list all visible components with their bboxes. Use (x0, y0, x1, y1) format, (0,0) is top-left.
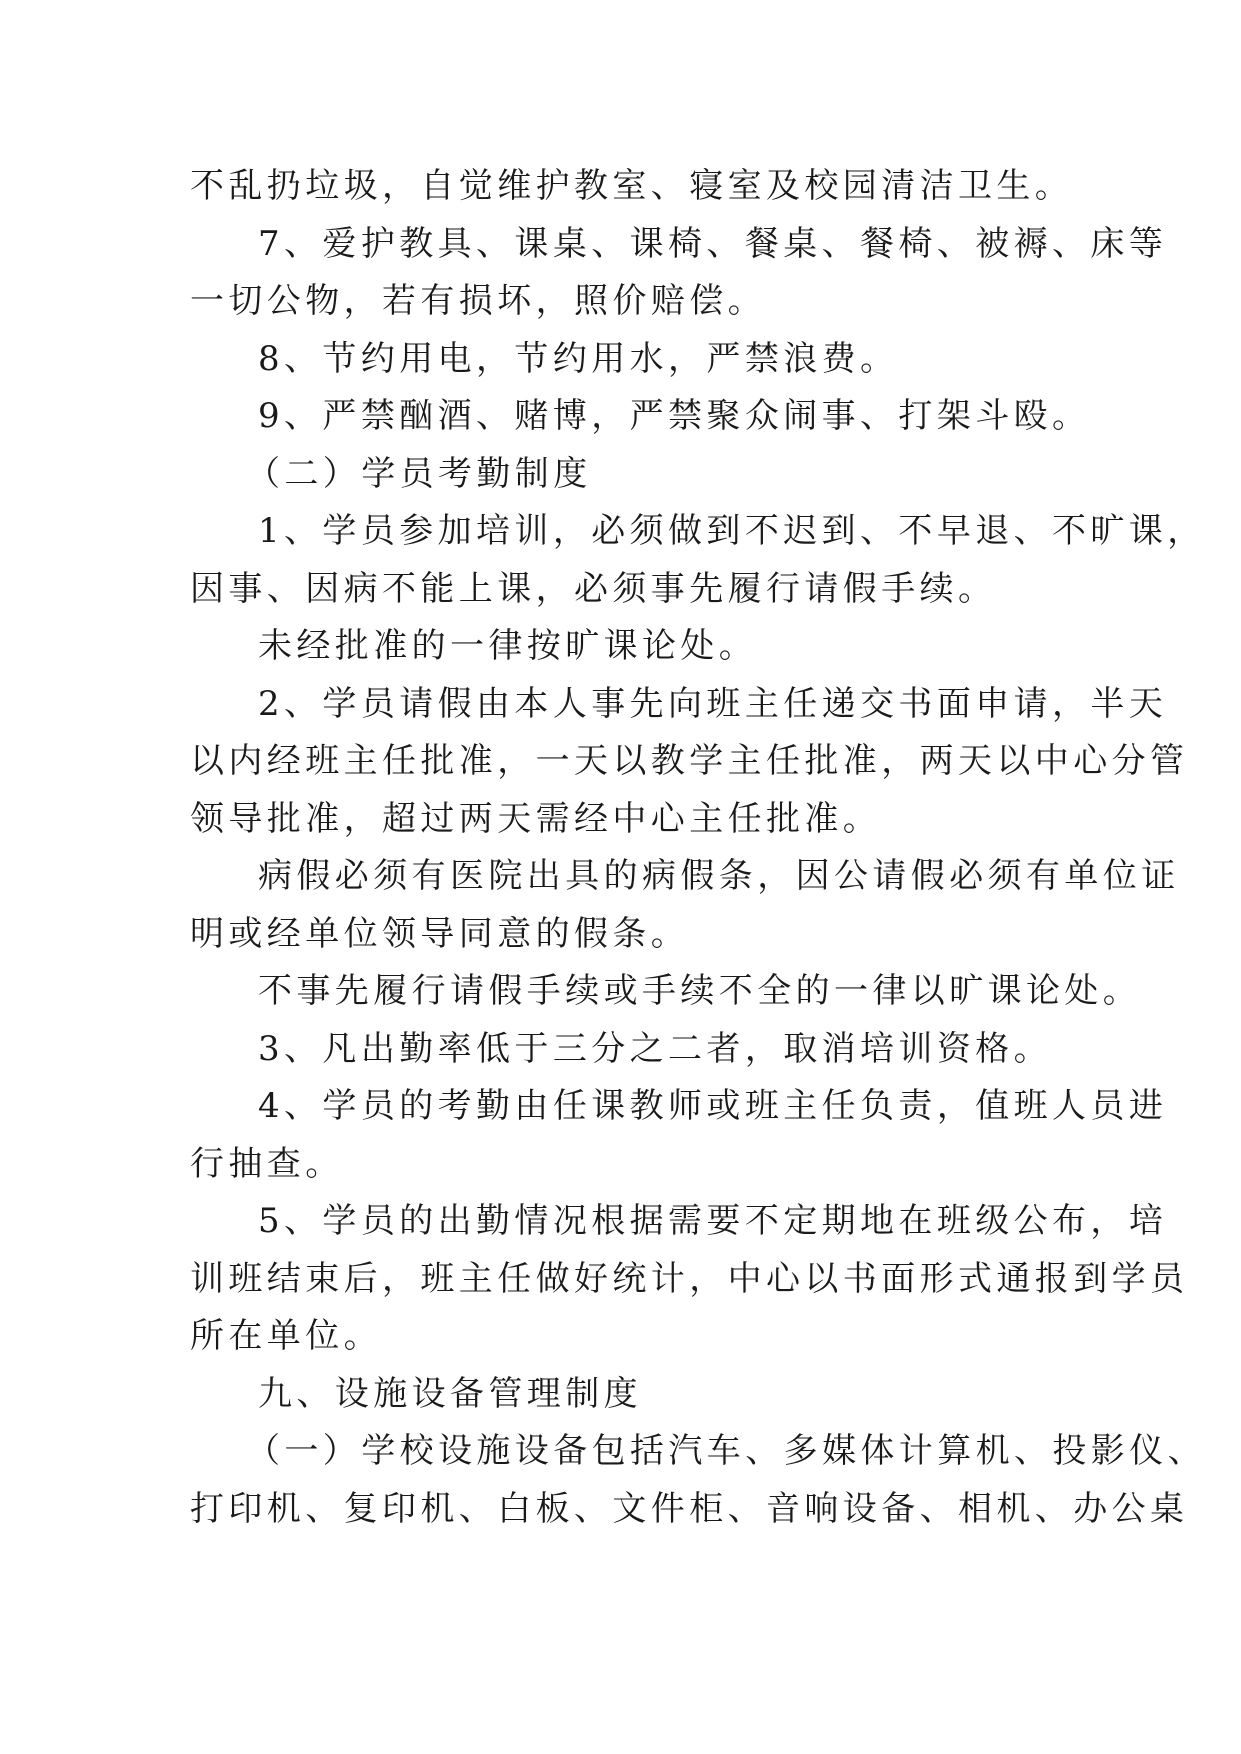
text-line: 领导批准，超过两天需经中心主任批准。 (190, 798, 882, 839)
text-line: 打印机、复印机、白板、文件柜、音响设备、相机、办公桌 (190, 1488, 1189, 1529)
paragraph-facilities-1 (190, 1423, 1206, 1538)
text-line: 九、设施设备管理制度 (258, 1373, 642, 1414)
paragraph-attendance-2 (190, 676, 1189, 849)
text-line: 不乱扔垃圾，自觉维护教室、寝室及校园清洁卫生。 (190, 166, 1074, 206)
text-line: 1、学员参加培训，必须做到不迟到、不早退、不旷课， (258, 511, 1206, 551)
section-heading-attendance (190, 446, 1070, 504)
text-line: 病假必须有医院出具的病假条，因公请假必须有单位证 (258, 856, 1180, 896)
paragraph-attendance-4 (190, 1078, 1168, 1193)
paragraph-attendance-5 (190, 1193, 1189, 1366)
text-line: 行抽查。 (190, 1143, 344, 1184)
paragraph-hygiene-continued (190, 158, 1074, 216)
text-line: 5、学员的出勤情况根据需要不定期地在班级公布，培 (258, 1201, 1168, 1241)
text-line: 所在单位。 (190, 1316, 382, 1356)
text-line: 4、学员的考勤由任课教师或班主任负责，值班人员进 (258, 1086, 1168, 1126)
text-line: 一切公物，若有损坏，照价赔偿。 (190, 281, 766, 321)
text-line: 2、学员请假由本人事先向班主任递交书面申请，半天 (258, 683, 1168, 724)
text-line: 9、严禁酗酒、赌博，严禁聚众闹事、打架斗殴。 (258, 396, 1091, 436)
text-line: 训班结束后，班主任做好统计，中心以书面形式通报到学员 (190, 1258, 1189, 1299)
document-body (190, 158, 1206, 1538)
text-line: 以内经班主任批准，一天以教学主任批准，两天以中心分管 (190, 741, 1189, 781)
text-line: 不事先履行请假手续或手续不全的一律以旷课论处。 (258, 971, 1142, 1011)
text-line: （一）学校设施设备包括汽车、多媒体计算机、投影仪、 (246, 1431, 1206, 1471)
paragraph-rule-9 (190, 388, 1091, 446)
paragraph-attendance-3 (190, 1021, 1070, 1079)
paragraph-sick-leave (190, 848, 1180, 963)
text-line: 8、节约用电，节约用水，严禁浪费。 (258, 338, 899, 379)
paragraph-unapproved (190, 618, 1070, 676)
text-line: 因事、因病不能上课，必须事先履行请假手续。 (190, 568, 997, 609)
paragraph-rule-7 (190, 216, 1168, 331)
text-line: 3、凡出勤率低于三分之二者，取消培训资格。 (258, 1028, 1053, 1069)
paragraph-attendance-1 (190, 503, 1206, 618)
text-line: 未经批准的一律按旷课论处。 (258, 626, 758, 666)
text-line: 7、爱护教具、课桌、课椅、餐桌、餐椅、被褥、床等 (258, 223, 1168, 264)
paragraph-rule-8 (190, 331, 1070, 389)
text-line: （二）学员考勤制度 (246, 453, 592, 494)
text-line: 明或经单位领导同意的假条。 (190, 913, 690, 954)
section-heading-facilities (190, 1366, 1070, 1424)
paragraph-no-leave (190, 963, 1142, 1021)
